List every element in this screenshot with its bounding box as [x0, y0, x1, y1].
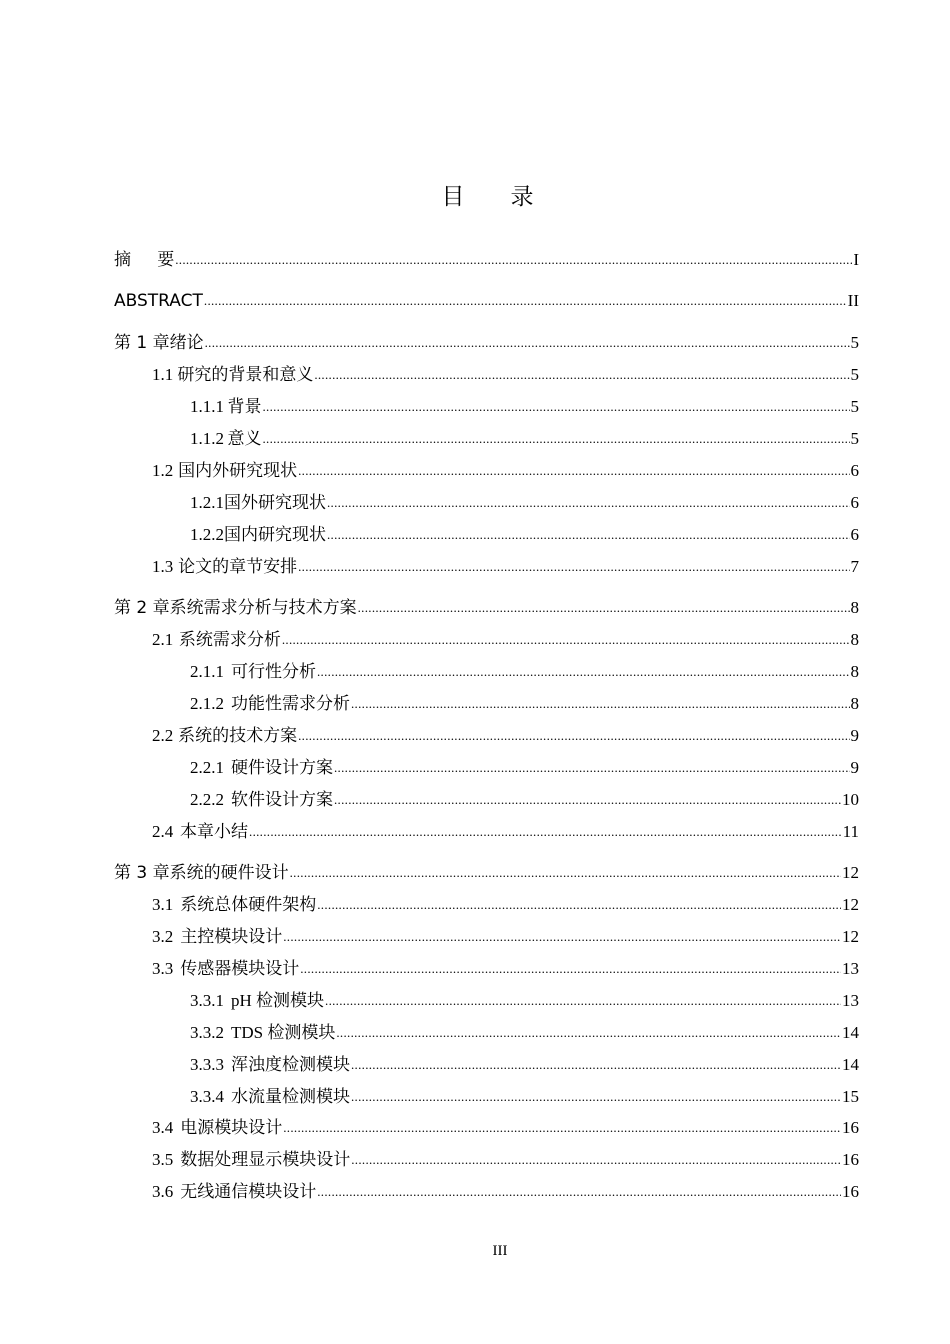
toc-entry-number: 3.3.2	[190, 1023, 224, 1042]
toc-leader-dots	[327, 490, 850, 515]
toc-entry[interactable]	[114, 596, 859, 620]
toc-leader-dots	[249, 819, 842, 844]
toc-entry-page: 9	[850, 758, 859, 777]
toc-entry-page: 6	[850, 493, 859, 512]
toc-entry-page: 8	[850, 694, 859, 713]
toc-entry[interactable]	[190, 1021, 859, 1045]
toc-entry[interactable]	[190, 427, 859, 451]
toc-entry-title: 电源模块设计	[180, 1118, 283, 1137]
toc-leader-dots	[298, 723, 849, 748]
toc-entry-page: 8	[850, 662, 859, 681]
toc-entry-title: 研究的背景和意义	[177, 365, 314, 384]
toc-leader-dots	[283, 924, 841, 949]
toc-entry[interactable]	[152, 459, 859, 483]
toc-entry[interactable]	[190, 788, 859, 812]
toc-leader-dots	[317, 1179, 841, 1204]
toc-entry[interactable]	[190, 1085, 859, 1109]
toc-entry-number: 1.1.2	[190, 429, 224, 448]
toc-entry-page: 5	[850, 365, 859, 384]
toc-entry-page: 11	[842, 822, 859, 841]
toc-entry-number: 2.1.1	[190, 662, 224, 681]
toc-entry-number: 3.1	[152, 895, 174, 914]
toc-entry[interactable]	[114, 248, 859, 272]
toc-entry[interactable]	[190, 660, 859, 684]
toc-entry-title: 系统总体硬件架构	[180, 895, 317, 914]
toc-entry-number: 3.3.4	[190, 1087, 224, 1106]
toc-entry-title: 国内外研究现状	[178, 461, 298, 480]
toc-entry-title: 背景	[227, 397, 262, 416]
toc-entry-page: 16	[842, 1150, 859, 1169]
toc-entry-title: 国内研究现状	[224, 525, 326, 544]
toc-leader-dots	[358, 595, 850, 620]
toc-entry-page: 5	[850, 429, 859, 448]
toc-entry-page: 13	[842, 991, 859, 1010]
toc-entry-number: 1.2.2	[190, 525, 224, 544]
toc-entry-title: 硬件设计方案	[231, 758, 333, 777]
toc-leader-dots	[314, 362, 849, 387]
toc-entry-number: 1.3	[152, 557, 174, 576]
toc-entry[interactable]	[114, 331, 859, 355]
toc-leader-dots	[283, 1115, 841, 1140]
toc-entry-title: 要	[157, 250, 175, 270]
toc-leader-dots	[262, 394, 849, 419]
toc-leader-dots	[298, 554, 849, 579]
toc-entry[interactable]	[152, 1148, 859, 1172]
toc-entry[interactable]	[190, 523, 859, 547]
toc-entry-page: II	[847, 291, 859, 310]
toc-entry-number: 3.3.1	[190, 991, 224, 1010]
toc-leader-dots	[204, 288, 847, 313]
toc-leader-dots	[317, 892, 841, 917]
toc-entry-title: 功能性需求分析	[231, 694, 350, 713]
toc-entry-title: 本章小结	[180, 822, 249, 841]
toc-entry[interactable]	[152, 363, 859, 387]
toc-entry[interactable]	[152, 957, 859, 981]
toc-entry-number: 2.1.2	[190, 694, 224, 713]
toc-entry[interactable]	[190, 756, 859, 780]
toc-leader-dots	[351, 1147, 841, 1172]
toc-entry-title: 可行性分析	[231, 662, 316, 681]
page-number: III	[492, 1243, 508, 1259]
toc-leader-dots	[282, 627, 850, 652]
toc-entry-title: TDS 检测模块	[231, 1023, 336, 1042]
toc-leader-dots	[325, 988, 841, 1013]
toc-entry[interactable]	[190, 989, 859, 1013]
toc-leader-dots	[300, 956, 841, 981]
toc-entry-number: 3.4	[152, 1118, 174, 1137]
toc-leader-dots	[298, 458, 849, 483]
toc-entry-title: 浑浊度检测模块	[231, 1055, 350, 1074]
toc-entry[interactable]	[152, 628, 859, 652]
toc-entry-number: 1.2.1	[190, 493, 224, 512]
toc-leader-dots	[262, 426, 849, 451]
toc-entry-title: ABSTRACT	[114, 291, 203, 311]
toc-entry-title: 论文的章节安排	[178, 557, 298, 576]
toc-entry-title: 系统需求分析与技术方案	[169, 598, 357, 618]
toc-leader-dots	[205, 330, 850, 355]
toc-entry-number: 第 2 章	[114, 598, 170, 618]
toc-entry-page: 14	[842, 1023, 859, 1042]
toc-entry-number: 3.3	[152, 959, 174, 978]
toc-entry-title: 传感器模块设计	[180, 959, 300, 978]
toc-entry[interactable]	[190, 491, 859, 515]
title-char-2: 录	[510, 184, 534, 210]
toc-entry[interactable]	[152, 820, 859, 844]
toc-entry-page: 5	[850, 333, 859, 352]
toc-entry-page: 5	[850, 397, 859, 416]
toc-entry[interactable]	[152, 724, 859, 748]
toc-entry-title: 意义	[227, 429, 262, 448]
toc-entry[interactable]	[114, 861, 859, 885]
toc-entry-page: 16	[842, 1182, 859, 1201]
toc-leader-dots	[317, 659, 850, 684]
toc-entry-number: 2.2.1	[190, 758, 224, 777]
toc-entry-number: 1.2	[152, 461, 174, 480]
toc-entry-page: I	[853, 250, 859, 269]
toc-entry-page: 14	[842, 1055, 859, 1074]
toc-entry-page: 7	[850, 557, 859, 576]
toc-entry-page: 12	[842, 895, 859, 914]
toc-entry-title: 主控模块设计	[180, 927, 283, 946]
toc-entry-number: 摘	[114, 250, 131, 270]
toc-entry-title: 国外研究现状	[224, 493, 326, 512]
toc-entry[interactable]	[152, 1180, 859, 1204]
toc-entry-number: 1.1.1	[190, 397, 224, 416]
toc-entry-page: 6	[850, 461, 859, 480]
toc-entry-title: 系统的技术方案	[178, 726, 298, 745]
toc-entry-page: 9	[850, 726, 859, 745]
toc-entry-page: 8	[850, 598, 859, 617]
toc-entry-page: 13	[842, 959, 859, 978]
toc-leader-dots	[336, 1020, 841, 1045]
toc-entry-page: 15	[842, 1087, 859, 1106]
page-title	[0, 178, 950, 211]
toc-entry-title: 数据处理显示模块设计	[180, 1150, 351, 1169]
toc-entry-page: 6	[850, 525, 859, 544]
toc-entry-title: 系统需求分析	[178, 630, 281, 649]
toc-leader-dots	[334, 787, 841, 812]
toc-entry-page: 12	[842, 927, 859, 946]
toc-entry-title: 系统的硬件设计	[169, 863, 289, 883]
toc-entry[interactable]	[190, 395, 859, 419]
toc-entry[interactable]	[152, 925, 859, 949]
toc-entry-page: 8	[850, 630, 859, 649]
toc-entry[interactable]	[152, 1116, 859, 1140]
toc-entry-number: 2.4	[152, 822, 174, 841]
toc-entry-page: 12	[842, 863, 859, 882]
toc-entry[interactable]	[152, 555, 859, 579]
toc-leader-dots	[175, 247, 852, 272]
toc-leader-dots	[351, 1084, 841, 1109]
toc-entry-number: 1.1	[152, 365, 174, 384]
toc-entry-number: 3.6	[152, 1182, 174, 1201]
toc-leader-dots	[334, 755, 850, 780]
toc-entry[interactable]	[152, 893, 859, 917]
toc-entry-title: pH 检测模块	[231, 991, 325, 1010]
toc-entry[interactable]	[114, 289, 859, 313]
toc-entry-page: 16	[842, 1118, 859, 1137]
toc-entry-number: 第 3 章	[114, 863, 170, 883]
toc-entry[interactable]	[190, 1053, 859, 1077]
toc-entry-number: 2.2.2	[190, 790, 224, 809]
toc-entry-number: 3.5	[152, 1150, 174, 1169]
toc-leader-dots	[351, 1052, 841, 1077]
toc-entry-number: 第 1 章	[114, 333, 170, 353]
toc-entry[interactable]	[190, 692, 859, 716]
title-char-1: 目	[441, 184, 465, 210]
toc-entry-title: 绪论	[169, 333, 204, 353]
toc-entry-number: 2.2	[152, 726, 174, 745]
toc-entry-title: 无线通信模块设计	[180, 1182, 317, 1201]
toc-entry-page: 10	[842, 790, 859, 809]
toc-leader-dots	[351, 691, 850, 716]
toc-leader-dots	[290, 860, 841, 885]
toc-leader-dots	[327, 522, 850, 547]
toc-entry-number: 3.2	[152, 927, 174, 946]
toc-entry-title: 水流量检测模块	[231, 1087, 350, 1106]
toc-entry-number: 3.3.3	[190, 1055, 224, 1074]
toc-entry-title: 软件设计方案	[231, 790, 333, 809]
toc-entry-number: 2.1	[152, 630, 174, 649]
